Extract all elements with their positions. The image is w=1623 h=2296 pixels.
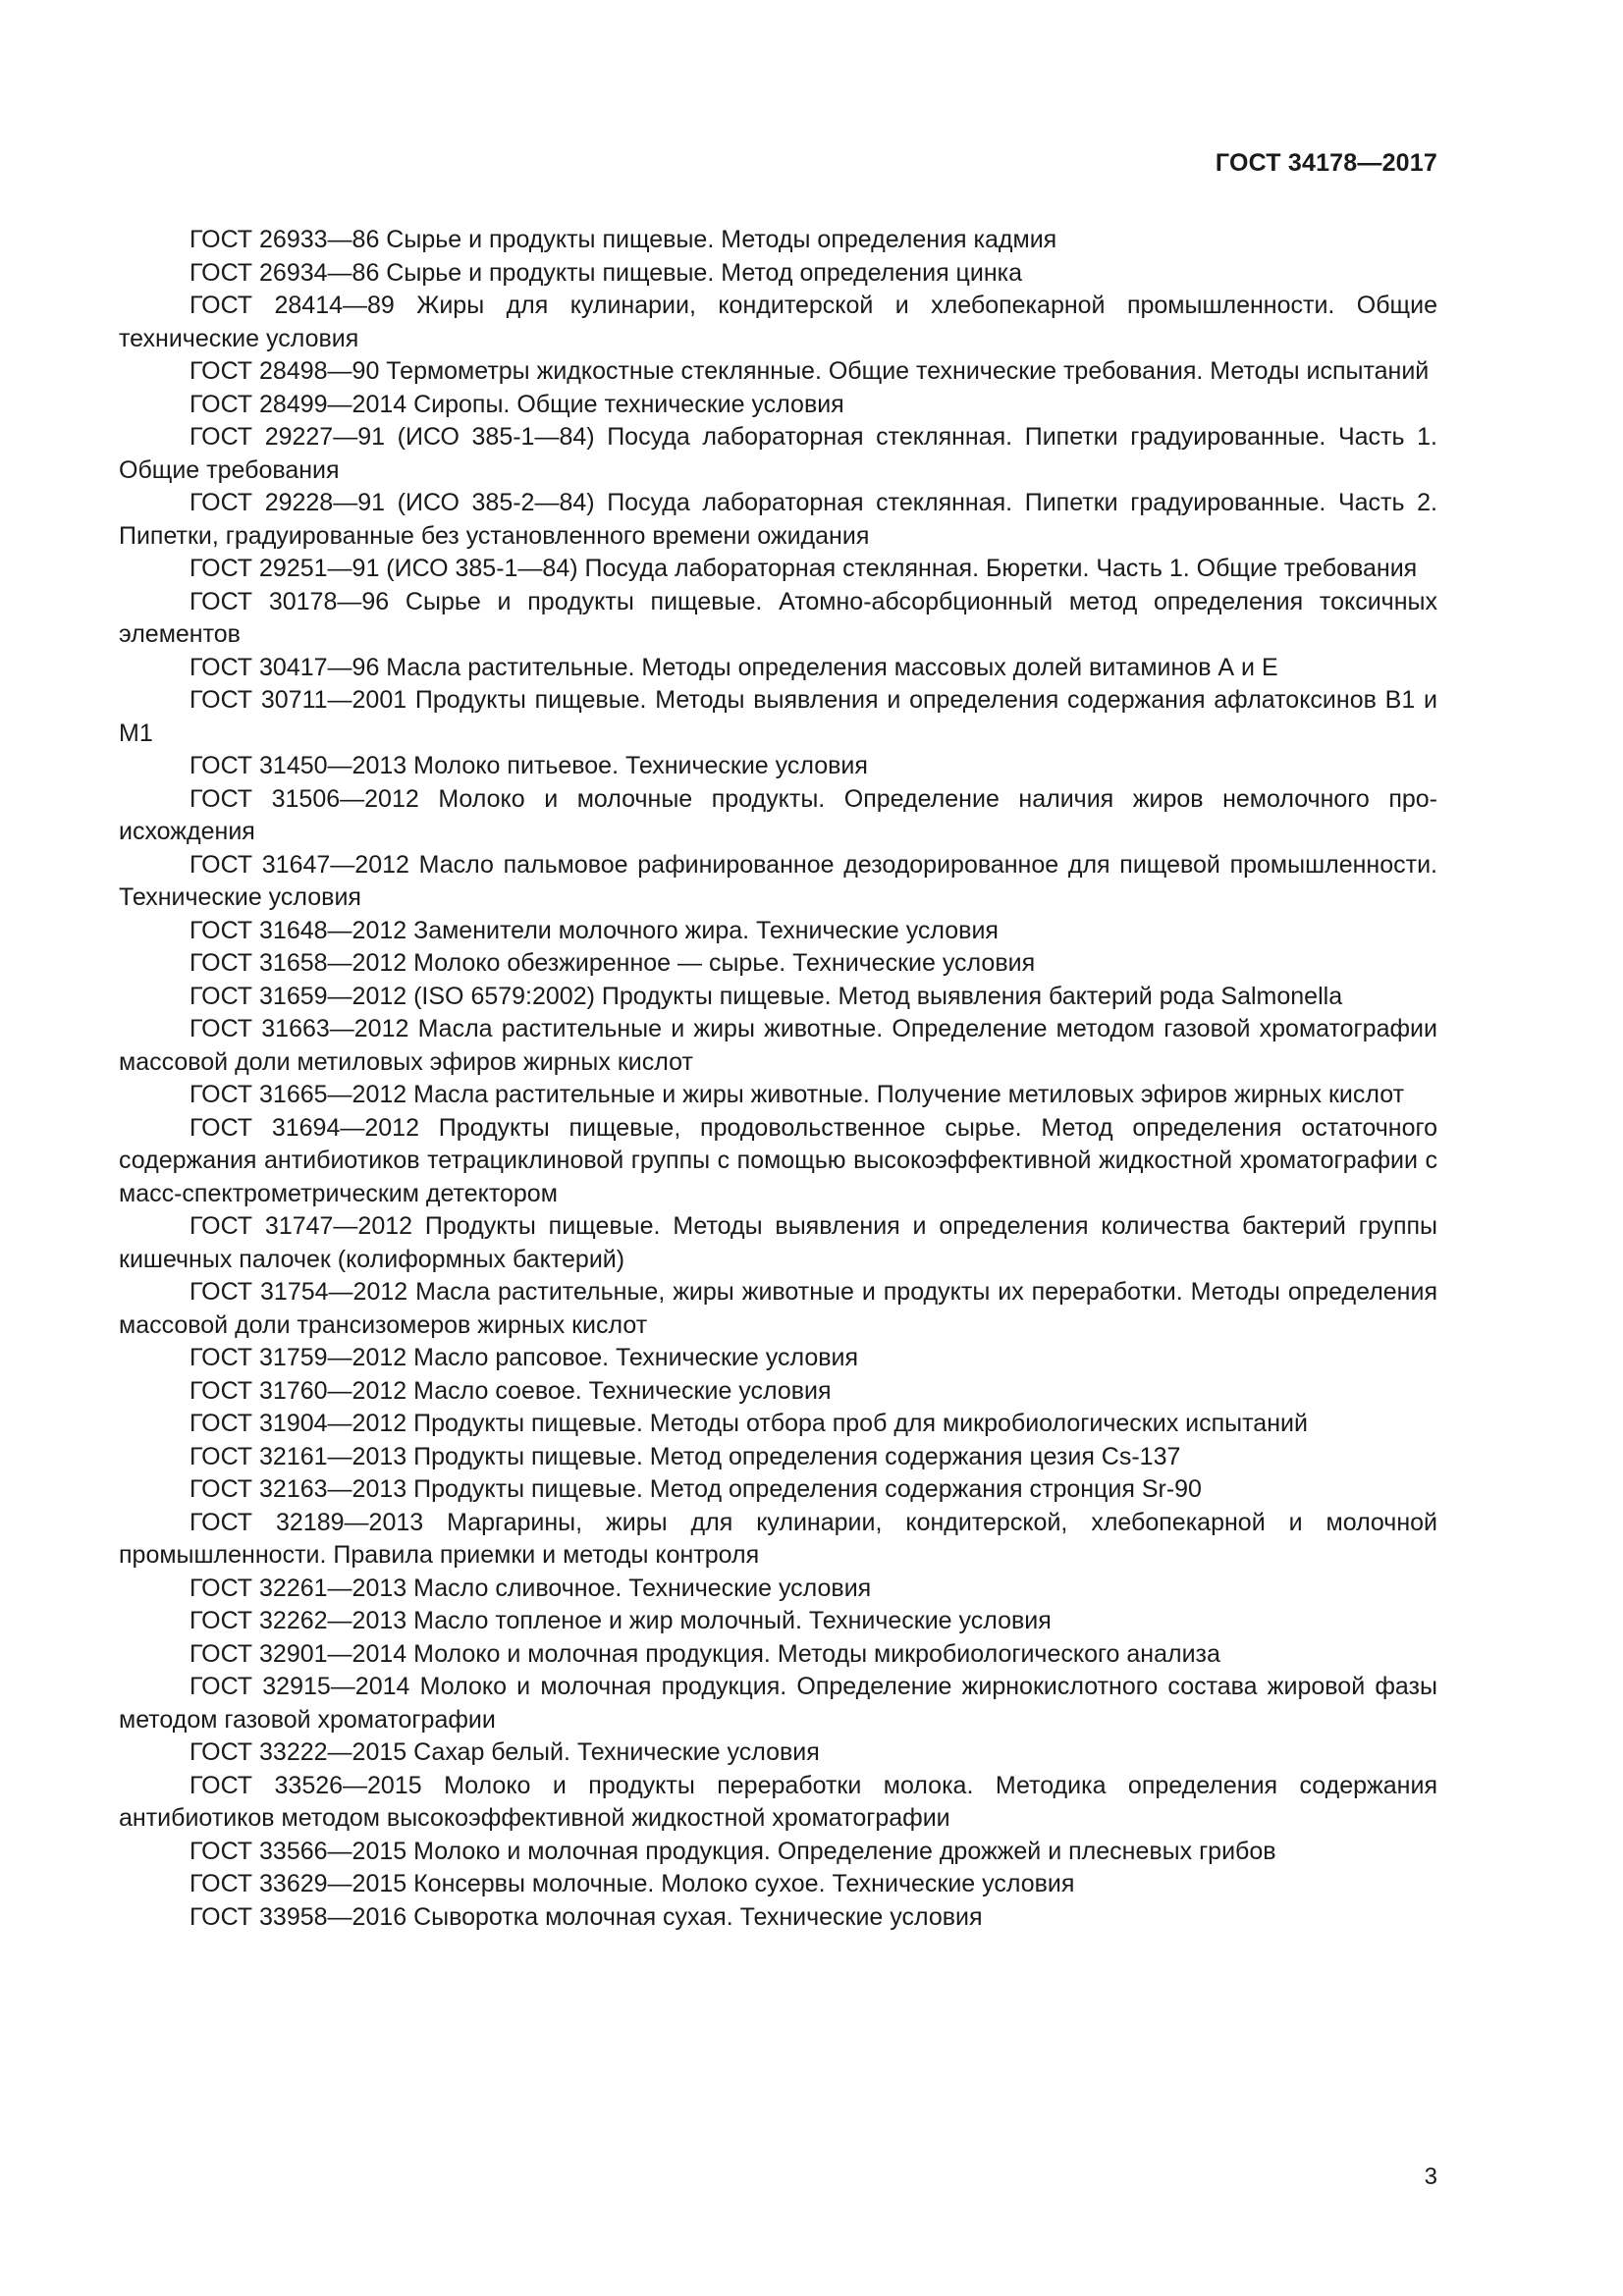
reference-item: ГОСТ 26934—86 Сырье и продукты пищевые. Метод определения цинка xyxy=(189,258,1023,287)
reference-item: ГОСТ 29251—91 (ИСО 385-1—84) Посуда лабораторная стеклянная. Бюретки. Часть 1. Общие требования xyxy=(189,555,1418,582)
reference-item: ГОСТ 33629—2015 Консервы молочные. Молоко сухое. Технические условия xyxy=(189,1870,1075,1897)
reference-item: ГОСТ 30417—96 Масла растительные. Методы определения массовых долей витаминов А и Е xyxy=(189,653,1278,681)
reference-item: ГОСТ 32161—2013 Продукты пищевые. Метод определения содержания цезия Cs-137 xyxy=(189,1442,1181,1470)
page-number: 3 xyxy=(1424,2163,1437,2190)
reference-item: ГОСТ 33222—2015 Сахар белый. Технические условия xyxy=(189,1738,820,1766)
reference-item: ГОСТ 31694—2012 Продукты пищевые, продовольственное сырье. Метод определения остаточного содержания антибиотиков тетрациклиновой группы с помощью высокоэффективной жидкостной хроматографии с масс-спектрометрическим детектором xyxy=(119,1113,1437,1207)
reference-item: ГОСТ 31754—2012 Масла растительные, жиры животные и продукты их переработки. Методы определения массовой доли трансизомеров жирных кислот xyxy=(119,1278,1437,1339)
reference-item: ГОСТ 31450—2013 Молоко питьевое. Технические условия xyxy=(189,752,868,779)
reference-item: ГОСТ 31759—2012 Масло рапсовое. Технические условия xyxy=(189,1344,859,1371)
reference-item: ГОСТ 31904—2012 Продукты пищевые. Методы отбора проб для микробиологических испытаний xyxy=(189,1410,1308,1437)
reference-item: ГОСТ 31648—2012 Заменители молочного жира. Технические условия xyxy=(189,916,999,944)
reference-item: ГОСТ 33958—2016 Сыворотка молочная сухая. Технические условия xyxy=(189,1902,983,1931)
reference-item: ГОСТ 32163—2013 Продукты пищевые. Метод определения содержания стронция Sr-90 xyxy=(189,1475,1202,1503)
reference-item: ГОСТ 32189—2013 Маргарины, жиры для кулинарии, кондитерской, хлебопекарной и молочной промышленности. Правила приемки и методы контроля xyxy=(119,1508,1437,1569)
reference-item: ГОСТ 33526—2015 Молоко и продукты переработки молока. Методика определения содержания антибиотиков методом высокоэффективной жидкостной хроматографии xyxy=(119,1771,1437,1832)
reference-item: ГОСТ 30711—2001 Продукты пищевые. Методы выявления и определения содержания афлатоксинов В1 и М1 xyxy=(119,686,1437,747)
reference-item: ГОСТ 31747—2012 Продукты пищевые. Методы выявления и определения количества бактерий группы кишечных палочек (колиформных бактерий) xyxy=(119,1212,1437,1273)
reference-item: ГОСТ 31663—2012 Масла растительные и жиры животные. Определение методом газовой хроматографии массовой доли метиловых эфиров жирных кислот xyxy=(119,1015,1437,1076)
reference-item: ГОСТ 32915—2014 Молоко и молочная продукция. Определение жирнокислотного состава жировой фазы методом газовой хроматографии xyxy=(119,1673,1437,1734)
reference-item: ГОСТ 31659—2012 (ISO 6579:2002) Продукты пищевые. Метод выявления бактерий рода Salmonella xyxy=(189,982,1343,1010)
reference-item: ГОСТ 31658—2012 Молоко обезжиренное — сырье. Технические условия xyxy=(189,949,1036,977)
reference-item: ГОСТ 31506—2012 Молоко и молочные продукты. Определение наличия жиров немолочного происхождения xyxy=(119,784,1437,845)
reference-item: ГОСТ 29228—91 (ИСО 385-2—84) Посуда лабораторная стеклянная. Пипетки градуированные. Часть 2. Пипетки, градуированные без установленного времени ожидания xyxy=(119,489,1437,550)
reference-item: ГОСТ 29227—91 (ИСО 385-1—84) Посуда лабораторная стеклянная. Пипетки градуированные. Часть 1. Общие требования xyxy=(119,423,1437,484)
reference-item: ГОСТ 32901—2014 Молоко и молочная продукция. Методы микробиологического анализа xyxy=(189,1639,1220,1668)
reference-item: ГОСТ 33566—2015 Молоко и молочная продукция. Определение дрожжей и плесневых грибов xyxy=(189,1837,1276,1865)
reference-item: ГОСТ 28414—89 Жиры для кулинарии, кондитерской и хлебопекарной промышленности. Общие технические условия xyxy=(119,292,1437,352)
document-id-header: ГОСТ 34178—2017 xyxy=(1215,149,1437,177)
reference-item: ГОСТ 32262—2013 Масло топленое и жир молочный. Технические условия xyxy=(189,1607,1052,1634)
reference-item: ГОСТ 31647—2012 Масло пальмовое рафинированное дезодорированное для пищевой промышленности. Технические условия xyxy=(119,850,1437,911)
reference-item: ГОСТ 26933—86 Сырье и продукты пищевые. Методы определения кадмия xyxy=(189,226,1057,253)
reference-item: ГОСТ 30178—96 Сырье и продукты пищевые. Атомно-абсорбционный метод определения токсичных элементов xyxy=(119,587,1437,648)
reference-item: ГОСТ 31760—2012 Масло соевое. Технические условия xyxy=(189,1376,832,1405)
reference-item: ГОСТ 28499—2014 Сиропы. Общие технические условия xyxy=(189,390,844,418)
reference-item: ГОСТ 31665—2012 Масла растительные и жиры животные. Получение метиловых эфиров жирных кислот xyxy=(189,1081,1405,1108)
reference-item: ГОСТ 28498—90 Термометры жидкостные стеклянные. Общие технические требования. Методы испытаний xyxy=(189,357,1430,385)
reference-item: ГОСТ 32261—2013 Масло сливочное. Технические условия xyxy=(189,1574,872,1602)
normative-references-list xyxy=(119,224,1437,1934)
